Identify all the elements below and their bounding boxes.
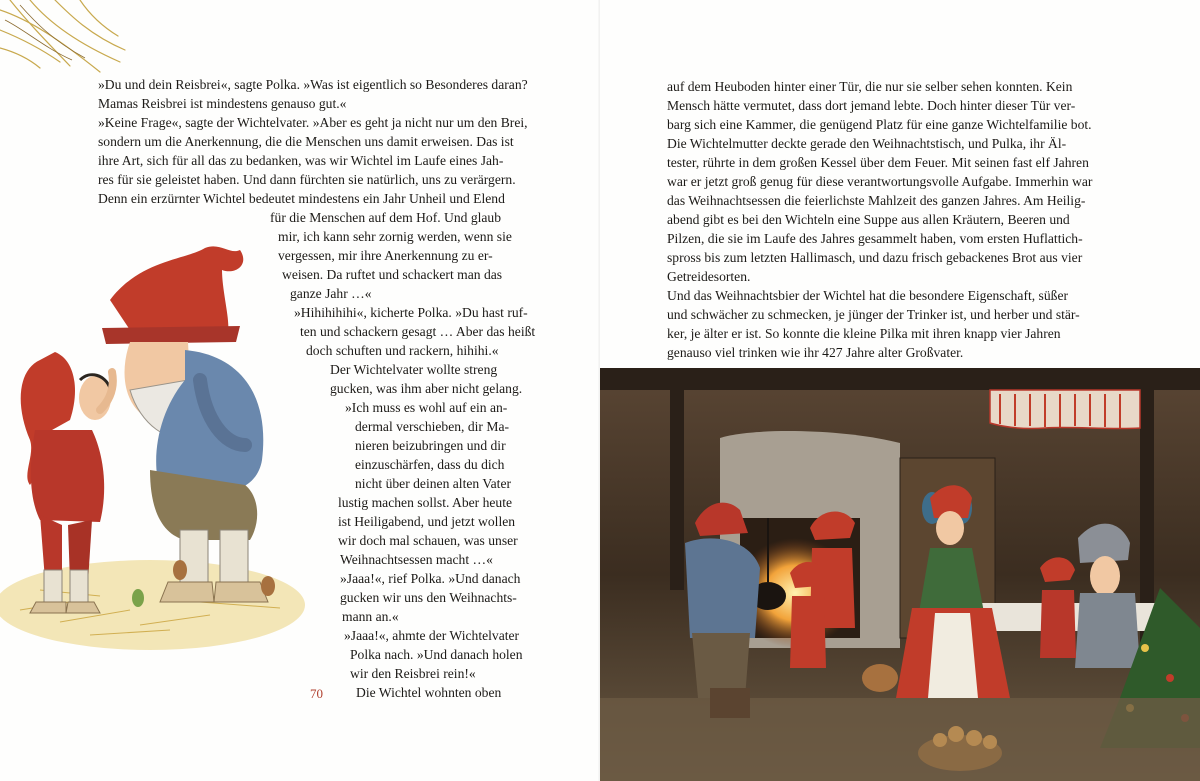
christmas-kitchen-illustration: [600, 368, 1200, 781]
text-line: nieren beizubringen und dir: [355, 438, 506, 453]
text-line: nicht über deinen alten Vater: [355, 476, 512, 491]
text-line: vergessen, mir ihre Anerkennung zu er-: [278, 248, 493, 263]
text-line: ihre Art, sich für all das zu bedanken, was wir Wichtel im Laufe eines Jah-: [98, 153, 504, 168]
text-line: tester, rührte in dem großen Kessel über dem Feuer. Mit seinen fast elf Jahren: [667, 155, 1089, 170]
text-line: mir, ich kann sehr zornig werden, wenn sie: [278, 229, 512, 244]
text-line: »Hihihihihi«, kicherte Polka. »Du hast ruf-: [294, 305, 528, 320]
text-line: Die Wichtelmutter deckte gerade den Weihnachtstisch, und Pulka, ihr Äl-: [667, 136, 1067, 151]
text-line: sondern um die Anerkennung, die die Menschen uns damit erweisen. Das ist: [98, 134, 514, 149]
text-line: Der Wichtelvater wollte streng: [330, 362, 498, 377]
text-line: wir doch mal schauen, was unser: [338, 533, 518, 548]
text-line: abend gibt es bei den Wichteln eine Suppe aus allen Kräutern, Beeren und: [667, 212, 1070, 227]
text-line: »Jaaa!«, ahmte der Wichtelvater: [344, 628, 520, 643]
text-line: das Weihnachtsessen die feierlichste Mahlzeit des ganzen Jahres. Am Heilig-: [667, 193, 1086, 208]
text-line: und schwächer zu schmecken, je jünger der Trinker ist, und herber und stär-: [667, 307, 1080, 322]
text-line: genauso viel trinken wie ihr 427 Jahre alter Großvater.: [667, 345, 964, 360]
straw-corner-illustration: [0, 0, 140, 80]
text-line: Denn ein erzürnter Wichtel bedeutet mindestens ein Jahr Unheil und Elend: [98, 191, 505, 206]
text-line: ten und schackern gesagt … Aber das heißt: [300, 324, 536, 339]
text-line: weisen. Da ruftet und schackert man das: [282, 267, 503, 282]
text-line: »Jaaa!«, rief Polka. »Und danach: [340, 571, 521, 586]
text-line: Pilzen, die sie im Laufe des Jahres gesammelt haben, vom ersten Huflattich-: [667, 231, 1083, 246]
text-line: wir den Reisbrei rein!«: [350, 666, 476, 681]
text-line: Mensch hätte vermutet, dass dort jemand lebte. Doch hinter dieser Tür ver-: [667, 98, 1076, 113]
text-line: Polka nach. »Und danach holen: [350, 647, 523, 662]
text-line: Mamas Reisbrei ist mindestens genauso gut.«: [98, 96, 347, 111]
text-line: auf dem Heuboden hinter einer Tür, die nur sie selber sehen konnten. Kein: [667, 79, 1073, 94]
text-line: war er jetzt groß genug für diese verantwortungsvolle Aufgabe. Immerhin war: [667, 174, 1093, 189]
text-line: ist Heiligabend, und jetzt wollen: [338, 514, 516, 529]
text-line: einzuschärfen, dass du dich: [355, 457, 505, 472]
text-line: gucken, was ihm aber nicht gelang.: [330, 381, 523, 396]
text-line: dermal verschieben, dir Ma-: [355, 419, 509, 434]
text-line: gucken wir uns den Weihnachts-: [340, 590, 517, 605]
text-line: »Ich muss es wohl auf ein an-: [345, 400, 508, 415]
text-line: doch schuften und rackern, hihihi.«: [306, 343, 499, 358]
text-line: lustig machen sollst. Aber heute: [338, 495, 513, 510]
gnome-father-and-child-illustration: [0, 230, 330, 690]
text-line: spross bis zum letzten Hallimasch, und dazu frisch gebackenes Brot aus vier: [667, 250, 1083, 265]
text-line: res für sie geleistet haben. Und dann fürchten sie natürlich, uns zu verärgern.: [98, 172, 516, 187]
text-line: für die Menschen auf dem Hof. Und glaub: [270, 210, 502, 225]
text-line: »Keine Frage«, sagte der Wichtelvater. »Aber es geht ja nicht nur um den Brei,: [98, 115, 528, 130]
text-line: ganze Jahr …«: [290, 286, 372, 301]
page-number: 70: [310, 686, 323, 701]
text-line: Und das Weihnachtsbier der Wichtel hat die besondere Eigenschaft, süßer: [667, 288, 1069, 303]
text-line: barg sich eine Kammer, die genügend Platz für eine ganze Wichtelfamilie bot.: [667, 117, 1092, 132]
text-line: Weihnachtsessen macht …«: [340, 552, 493, 567]
right-page: [600, 0, 1200, 781]
text-line: mann an.«: [342, 609, 399, 624]
text-line: Getreidesorten.: [667, 269, 751, 284]
text-line: Die Wichtel wohnten oben: [356, 685, 502, 700]
text-line: »Du und dein Reisbrei«, sagte Polka. »Was ist eigentlich so Besonderes daran?: [98, 77, 528, 92]
text-line: ker, je älter er ist. So konnte die kleine Pilka mit ihren knapp vier Jahren: [667, 326, 1061, 341]
father-gnome: [102, 246, 268, 602]
